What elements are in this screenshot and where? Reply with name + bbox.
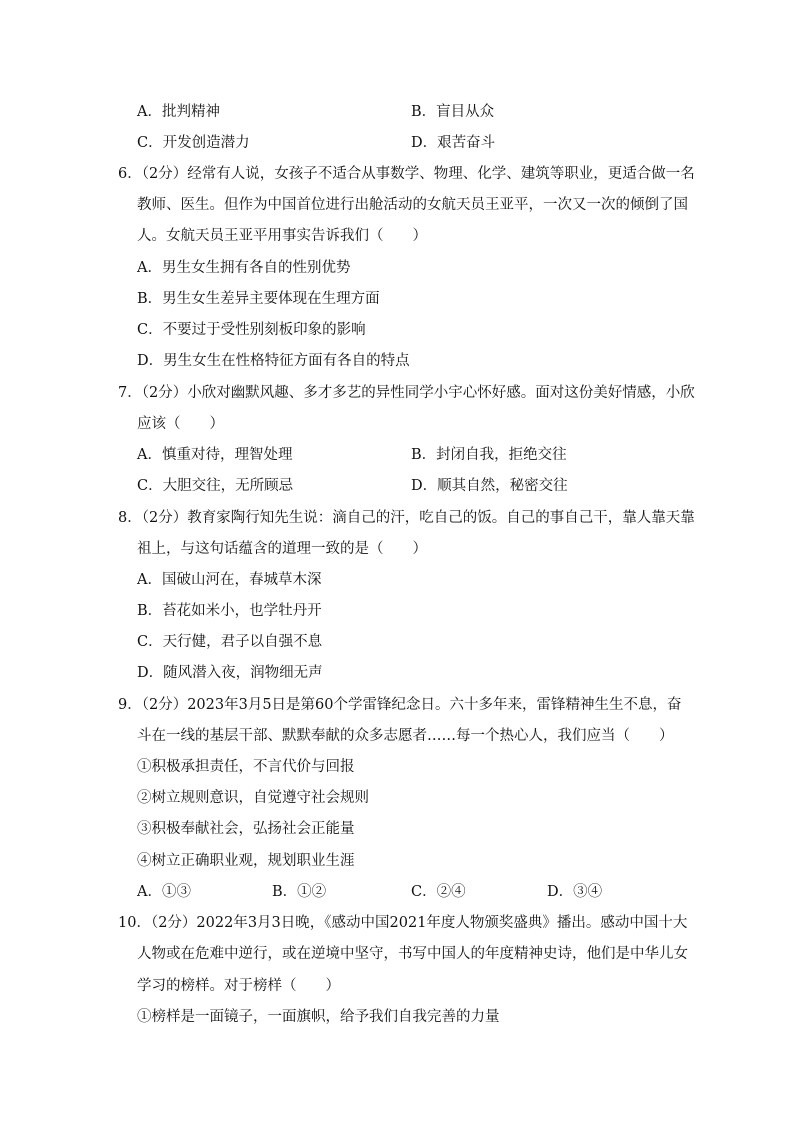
q9-stem-line-2: 斗在一线的基层干部、默默奉献的众多志愿者……每一个热心人，我们应当（ ）	[137, 728, 674, 744]
q10-stem-line-3: 学习的榜样。对于榜样（ ）	[137, 978, 340, 994]
q6-stem-line-2: 教师、医生。但作为中国首位进行出舱活动的女航天员王亚平，一次又一次的倾倒了国	[137, 197, 688, 213]
q10-stem-line-2: 人物或在危难中逆行，或在逆境中坚守，书写中国人的年度精神史诗，他们是中华儿女	[137, 946, 688, 962]
q5-option-c: C．开发创造潜力	[137, 135, 250, 151]
q5-option-d: D．艰苦奋斗	[411, 135, 496, 151]
q6-option-d: D．男生女生在性格特征方面有各自的特点	[137, 353, 410, 369]
q9-statement-2: ②树立规则意识，自觉遵守社会规则	[137, 790, 369, 806]
q8-option-b: B．苔花如米小，也学牡丹开	[137, 603, 322, 619]
q7-option-c: C．大胆交往，无所顾忌	[137, 478, 294, 494]
q9-stem-line-1: 9．（2分）2023年3月5日是第60个学雷锋纪念日。六十多年来，雷锋精神生生不息，奋	[118, 697, 682, 713]
q6-stem-line-1: 6．（2分）经常有人说，女孩子不适合从事数学、物理、化学、建筑等职业，更适合做一名	[118, 166, 695, 182]
q6-option-a: A．男生女生拥有各自的性别优势	[137, 260, 351, 276]
q7-option-a: A．慎重对待，理智处理	[137, 447, 293, 463]
q7-option-b: B．封闭自我，拒绝交往	[411, 447, 567, 463]
q5-option-b: B．盲目从众	[411, 104, 495, 120]
q8-stem-line-2: 祖上，与这句话蕴含的道理一致的是（ ）	[137, 541, 427, 557]
q8-option-c: C．天行健，君子以自强不息	[137, 634, 323, 650]
q9-option-b: B．①②	[272, 884, 327, 900]
q7-stem-line-1: 7．（2分）小欣对幽默风趣、多才多艺的异性同学小宇心怀好感。面对这份美好情感，小欣	[118, 385, 695, 401]
q9-option-c: C．②④	[411, 884, 466, 900]
q8-stem-line-1: 8．（2分）教育家陶行知先生说：滴自己的汗，吃自己的饭。自己的事自己干，靠人靠天靠	[118, 510, 695, 526]
q6-option-b: B．男生女生差异主要体现在生理方面	[137, 291, 380, 307]
q8-option-d: D．随风潜入夜，润物细无声	[137, 665, 323, 681]
q10-stem-line-1: 10．（2分）2022年3月3日晚，《感动中国2021年度人物颁奖盛典》播出。感动中国十大	[118, 915, 688, 931]
q9-option-d: D．③④	[547, 884, 603, 900]
q9-statement-3: ③积极奉献社会，弘扬社会正能量	[137, 821, 355, 837]
q7-stem-line-2: 应该（ ）	[137, 416, 224, 432]
q9-statement-1: ①积极承担责任，不言代价与回报	[137, 759, 355, 775]
q6-option-c: C．不要过于受性别刻板印象的影响	[137, 322, 366, 338]
q7-option-d: D．顺其自然，秘密交往	[411, 478, 568, 494]
q8-option-a: A．国破山河在，春城草木深	[137, 572, 322, 588]
q9-statement-4: ④树立正确职业观，规划职业生涯	[137, 853, 355, 869]
q5-option-a: A．批判精神	[137, 104, 220, 120]
q6-stem-line-3: 人。女航天员王亚平用事实告诉我们（ ）	[137, 228, 427, 244]
q10-statement-1: ①榜样是一面镜子，一面旗帜，给予我们自我完善的力量	[137, 1009, 500, 1025]
q9-option-a: A．①③	[137, 884, 191, 900]
